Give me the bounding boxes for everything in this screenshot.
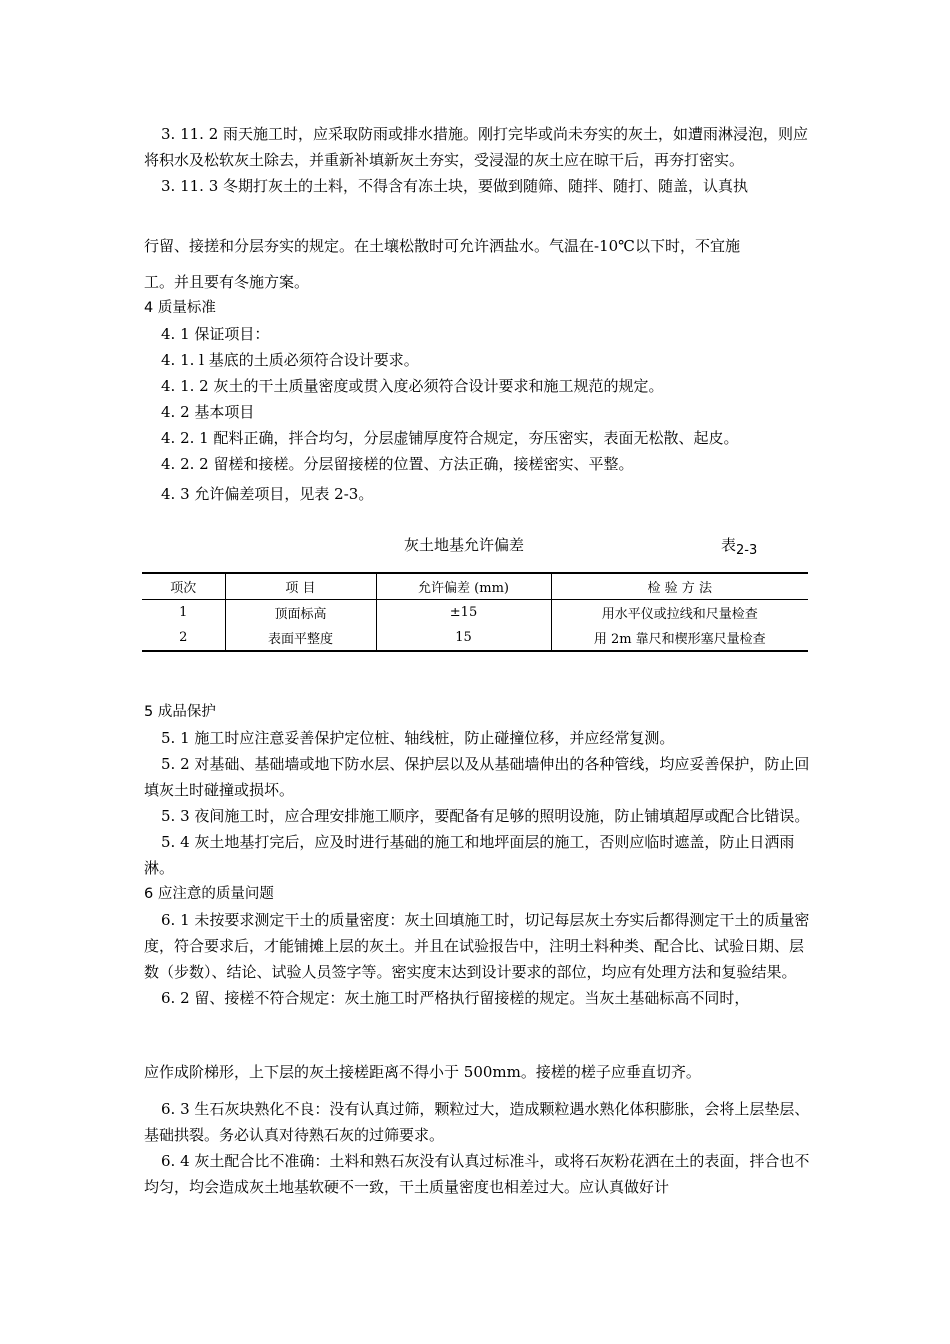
section-5-6-block — [144, 699, 810, 1011]
section-3-block — [144, 121, 810, 199]
para-4-1-1: 4. 1. l 基底的土质必须符合设计要求。 — [161, 351, 419, 369]
para-4-2: 4. 2 基本项目 — [161, 403, 255, 421]
header-method: 检 验 方 法 — [551, 573, 808, 600]
para-6-2-b: 应作成阶梯形，上下层的灰土接槎距离不得小于 500mm。接槎的槎子应垂直切齐。 — [144, 1063, 701, 1081]
table-row — [142, 625, 808, 651]
para-5-3: 5. 3 夜间施工时，应合理安排施工顺序，要配备有足够的照明设施，防止铺填超厚或配合比错误。 — [161, 807, 810, 825]
para-6-2-b-block — [144, 1059, 810, 1085]
para-4-1: 4. 1 保证项目： — [161, 325, 270, 343]
cell-item: 表面平整度 — [225, 625, 376, 651]
para-3-11-2: 3. 11. 2 雨天施工时，应采取防雨或排水措施。刚打完毕或尚未夯实的灰土，如遭雨淋浸泡，则应将积水及松软灰土除去，并重新补填新灰土夯实，受浸湿的灰土应在晾干后，再夯打密实。 — [144, 125, 809, 169]
section-4-heading: 4 质量标准 — [144, 300, 216, 316]
para-3-11-3-c: 工。并且要有冬施方案。 — [144, 273, 310, 291]
table-number-value: 2-3 — [736, 543, 758, 558]
table-header-row — [142, 573, 808, 600]
para-5-2: 5. 2 对基础、基础墙或地下防水层、保护层以及从基础墙伸出的各种管线，均应妥善保护，防止回填灰土时碰撞或损坏。 — [144, 755, 810, 799]
para-4-3-block — [144, 481, 810, 507]
table-title: 灰土地基允许偏差 — [404, 536, 525, 554]
para-6-2-a: 6. 2 留、接槎不符合规定：灰土施工时严格执行留接槎的规定。当灰土基础标高不同时， — [161, 989, 750, 1007]
para-4-1-2: 4. 1. 2 灰土的干土质量密度或贯入度必须符合设计要求和施工规范的规定。 — [161, 377, 664, 395]
para-6-1: 6. 1 未按要求测定干土的质量密度：灰土回填施工时，切记每层灰土夯实后都得测定干土的质量密度，符合要求后，才能铺摊上层的灰土。并且在试验报告中，注明土料种类、配合比、试验日期、层数（步数）、结论、试验人员签字等。密实度末达到设计要求的部位，均应有处理方法和复验结果。 — [144, 911, 810, 981]
table-row — [142, 600, 808, 626]
para-3-11-3-a: 3. 11. 3 冬期打灰土的土料，不得含有冻土块，要做到随筛、随拌、随打、随盖，认真执 — [161, 177, 749, 195]
tolerance-table — [142, 572, 808, 652]
section-6-heading: 6 应注意的质量问题 — [144, 886, 274, 902]
para-3-11-3-b-block — [144, 233, 810, 259]
para-4-3: 4. 3 允许偏差项目，见表 2-3。 — [161, 485, 374, 503]
cell-item-no: 2 — [142, 625, 225, 651]
para-3-11-3-b: 行留、接搓和分层夯实的规定。在土壤松散时可允许洒盐水。气温在-10℃以下时，不宜施 — [144, 237, 740, 255]
header-tolerance: 允许偏差 (mm) — [376, 573, 551, 600]
para-4-2-2: 4. 2. 2 留槎和接槎。分层留接槎的位置、方法正确，接槎密实、平整。 — [161, 455, 634, 473]
section-6-tail-block — [144, 1096, 810, 1200]
cell-item-no: 1 — [179, 605, 188, 620]
cell-tolerance: ±15 — [376, 600, 551, 626]
section-4-block — [144, 269, 810, 477]
para-4-2-1: 4. 2. 1 配料正确，拌合均匀，分层虚铺厚度符合规定，夯压密实，表面无松散、起皮。 — [161, 429, 739, 447]
section-5-heading: 5 成品保护 — [144, 704, 216, 720]
cell-tolerance: 15 — [376, 625, 551, 651]
para-5-1: 5. 1 施工时应注意妥善保护定位桩、轴线桩，防止碰撞位移，并应经常复测。 — [161, 729, 675, 747]
table-number-prefix: 表 — [721, 536, 737, 554]
para-5-4: 5. 4 灰土地基打完后，应及时进行基础的施工和地坪面层的施工，否则应临时遮盖，防止日洒雨淋。 — [144, 833, 795, 877]
table-number — [721, 534, 757, 558]
cell-method: 用 2m 靠尺和楔形塞尺量检查 — [551, 625, 808, 651]
header-item: 项 目 — [225, 573, 376, 600]
header-item-no: 项次 — [142, 573, 225, 600]
para-6-3: 6. 3 生石灰块熟化不良：没有认真过筛，颗粒过大，造成颗粒遇水熟化体积膨胀，会将上层垫层、基础拱裂。务必认真对待熟石灰的过筛要求。 — [144, 1100, 810, 1144]
cell-method: 用水平仪或拉线和尺量检查 — [551, 600, 808, 626]
para-6-4: 6. 4 灰土配合比不准确：土料和熟石灰没有认真过标准斗，或将石灰粉花洒在土的表面，拌合也不均匀，均会造成灰土地基软硬不一致，干土质量密度也相差过大。应认真做好计 — [144, 1152, 810, 1196]
cell-item: 顶面标高 — [225, 600, 376, 626]
